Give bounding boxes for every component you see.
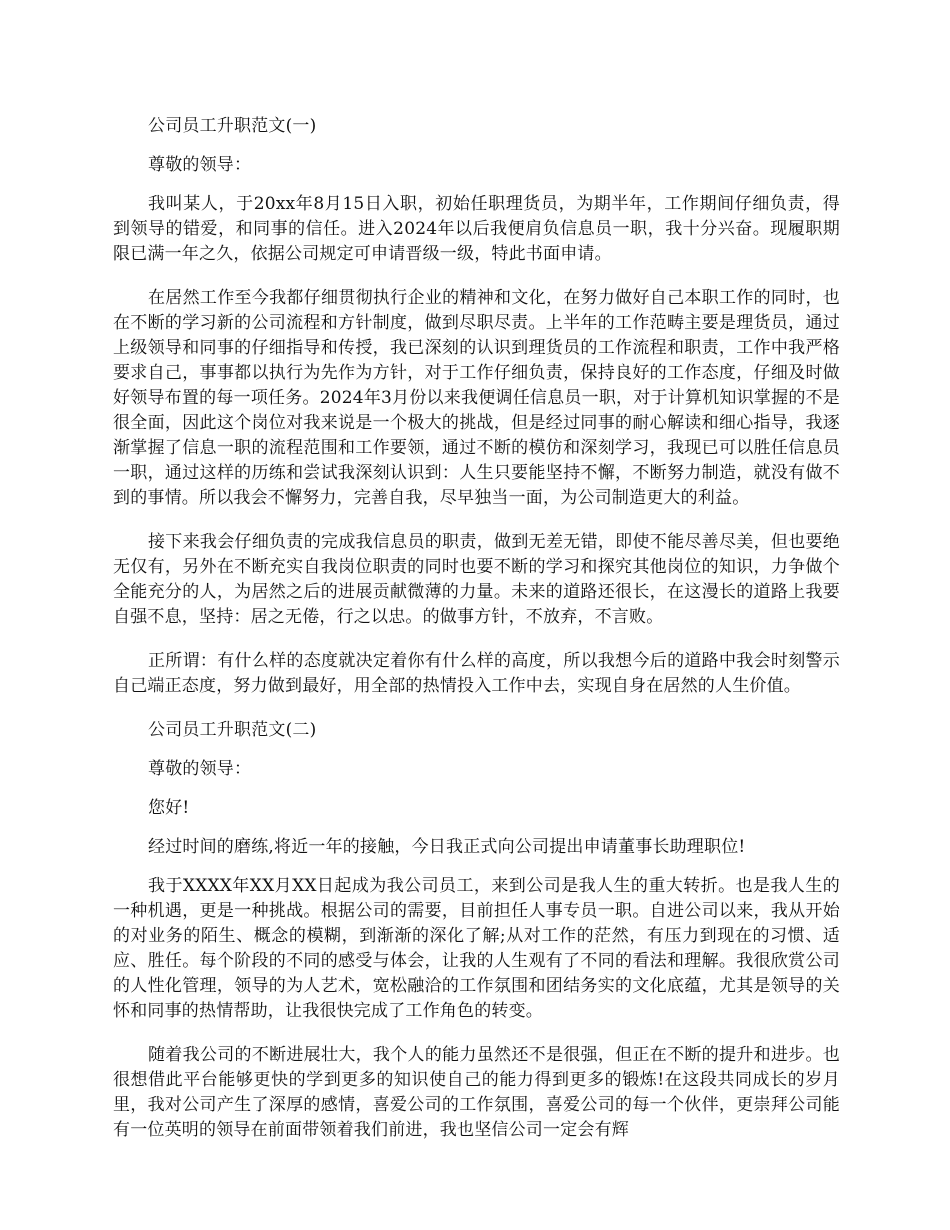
body-paragraph: 我于XXXX年XX月XX日起成为我公司员工，来到公司是我人生的重大转折。也是我人生的一种机遇，更是一种挑战。根据公司的需要，目前担任人事专员一职。自进公司以来，我从开始的对业务的陌生、概念的模糊，到渐渐的深化了解;从对工作的茫然，有压力到现在的习惯、适应、胜任。每个阶段的不同的感受与体会，让我的人生观有了不同的看法和理解。我很欣赏公司的人性化管理，领导的为人艺术，宽松融洽的工作氛围和团结务实的文化底蕴，尤其是领导的关怀和同事的热情帮助，让我很快完成了工作角色的转变。 bbox=[113, 876, 840, 1021]
body-paragraph: 在居然工作至今我都仔细贯彻执行企业的精神和文化，在努力做好自己本职工作的同时，也在不断的学习新的公司流程和方针制度，做到尽职尽责。上半年的工作范畴主要是理货员，通过上级领导和同事的仔细指导和传授，我已深刻的认识到理货员的工作流程和职责，工作中我严格要求自己，事事都以执行为先作为方针，对于工作仔细负责，保持良好的工作态度，仔细及时做好领导布置的每一项任务。2024年3月份以来我便调任信息员一职，对于计算机知识掌握的不是很全面，因此这个岗位对我来说是一个极大的挑战，但是经过同事的耐心解读和细心指导，我逐渐掌握了信息一职的流程范围和工作要领，通过不断的模仿和深刻学习，我现已可以胜任信息员一职，通过这样的历练和尝试我深刻认识到：人生只要能坚持不懈，不断努力制造，就没有做不到的事情。所以我会不懈努力，完善自我，尽早独当一面，为公司制造更大的利益。 bbox=[113, 288, 840, 508]
body-paragraph: 接下来我会仔细负责的完成我信息员的职责，做到无差无错，即使不能尽善尽美，但也要绝无仅有，另外在不断充实自我岗位职责的同时也要不断的学习和探究其他岗位的知识，力争做个全能充分的人，为居然之后的进展贡献微薄的力量。未来的道路还很长，在这漫长的道路上我要自强不息，坚持：居之无倦，行之以忠。的做事方针，不放弃，不言败。 bbox=[113, 532, 840, 627]
body-paragraph: 我叫某人，于20xx年8月15日入职，初始任职理货员，为期半年，工作期间仔细负责，得到领导的错爱，和同事的信任。进入2024年以后我便肩负信息员一职，我十分兴奋。现履职期限已满一年之久，依据公司规定可申请晋级一级，特此书面申请。 bbox=[113, 194, 840, 264]
salutation: 尊敬的领导： bbox=[148, 759, 252, 779]
salutation: 尊敬的领导： bbox=[148, 155, 252, 175]
document-page bbox=[113, 114, 840, 1162]
body-paragraph: 经过时间的磨练,将近一年的接触，今日我正式向公司提出申请董事长助理职位! bbox=[148, 837, 746, 857]
greeting: 您好! bbox=[148, 798, 190, 818]
heading-sample-one: 公司员工升职范文(一) bbox=[148, 116, 317, 136]
body-paragraph: 正所谓：有什么样的态度就决定着你有什么样的高度，所以我想今后的道路中我会时刻警示自己端正态度，努力做到最好，用全部的热情投入工作中去，实现自身在居然的人生价值。 bbox=[113, 651, 840, 696]
body-paragraph: 随着我公司的不断进展壮大，我个人的能力虽然还不是很强，但正在不断的提升和进步。也很想借此平台能够更快的学到更多的知识使自己的能力得到更多的锻炼!在这段共同成长的岁月里，我对公司产生了深厚的感情，喜爱公司的工作氛围，喜爱公司的每一个伙伴，更崇拜公司能有一位英明的领导在前面带领着我们前进，我也坚信公司一定会有辉 bbox=[113, 1045, 840, 1140]
heading-sample-two: 公司员工升职范文(二) bbox=[148, 720, 317, 740]
